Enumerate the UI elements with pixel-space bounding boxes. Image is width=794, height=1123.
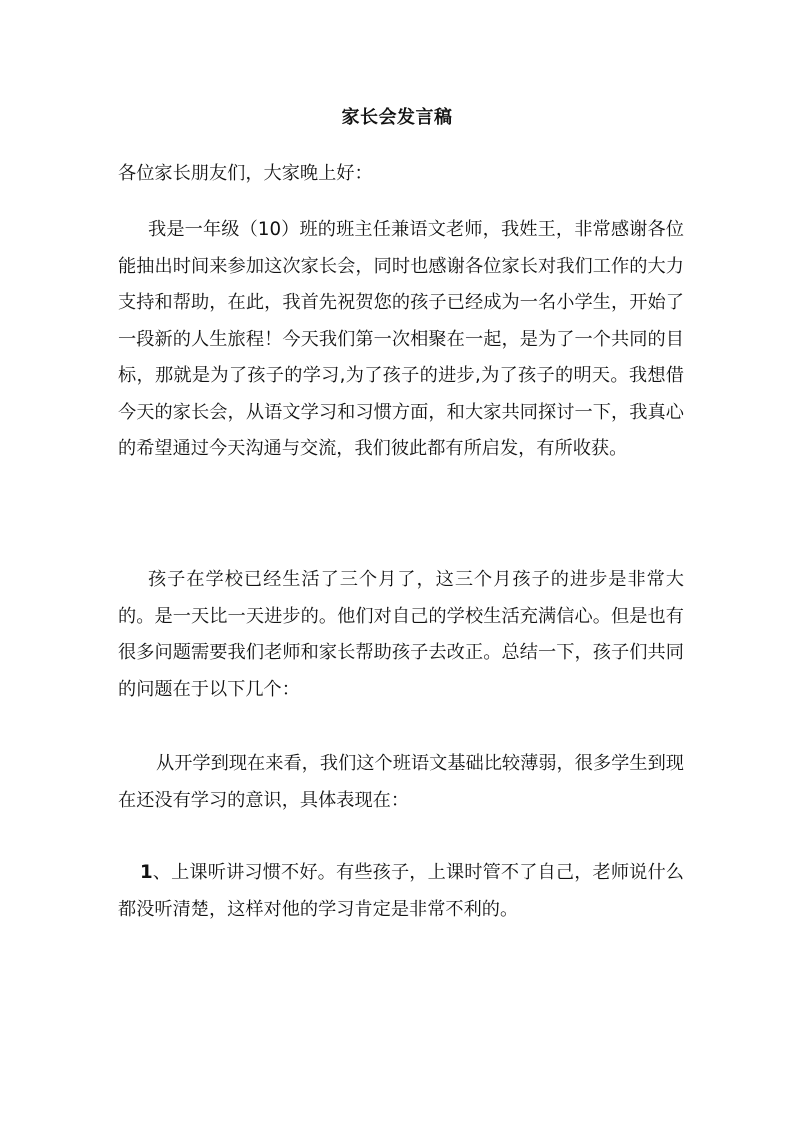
greeting-text: 各位家长朋友们，大家晚上好： [118,163,373,184]
list-item-number: 1 [140,862,153,883]
document-title: 家长会发言稿 [341,107,453,128]
paragraph-weakness: 从开学到现在来看，我们这个班语文基础比较薄弱，很多学生到现在还没有学习的意识，具体表现在： [118,753,684,811]
list-item-text: 、上课听讲习惯不好。有些孩子，上课时管不了自己，老师说什么都没听清楚，这样对他的学习肯定是非常不利的。 [118,862,684,920]
paragraph-progress: 孩子在学校已经生活了三个月了，这三个月孩子的进步是非常大的。是一天比一天进步的。他们对自己的学校生活充满信心。但是也有很多问题需要我们老师和家长帮助孩子去改正。总结一下，孩子们共同的问题在于以下几个： [118,569,684,700]
list-item-1 [118,855,684,928]
paragraph-introduction: 我是一年级（10）班的班主任兼语文老师，我姓王，非常感谢各位能抽出时间来参加这次家长会，同时也感谢各位家长对我们工作的大力支持和帮助，在此，我首先祝贺您的孩子已经成为一名小学生，开始了一段新的人生旅程！今天我们第一次相聚在一起，是为了一个共同的目标，那就是为了孩子的学习,为了孩子的进步,为了孩子的明天。我想借今天的家长会，从语文学习和习惯方面，和大家共同探讨一下，我真心的希望通过今天沟通与交流，我们彼此都有所启发，有所收获。 [118,219,684,459]
